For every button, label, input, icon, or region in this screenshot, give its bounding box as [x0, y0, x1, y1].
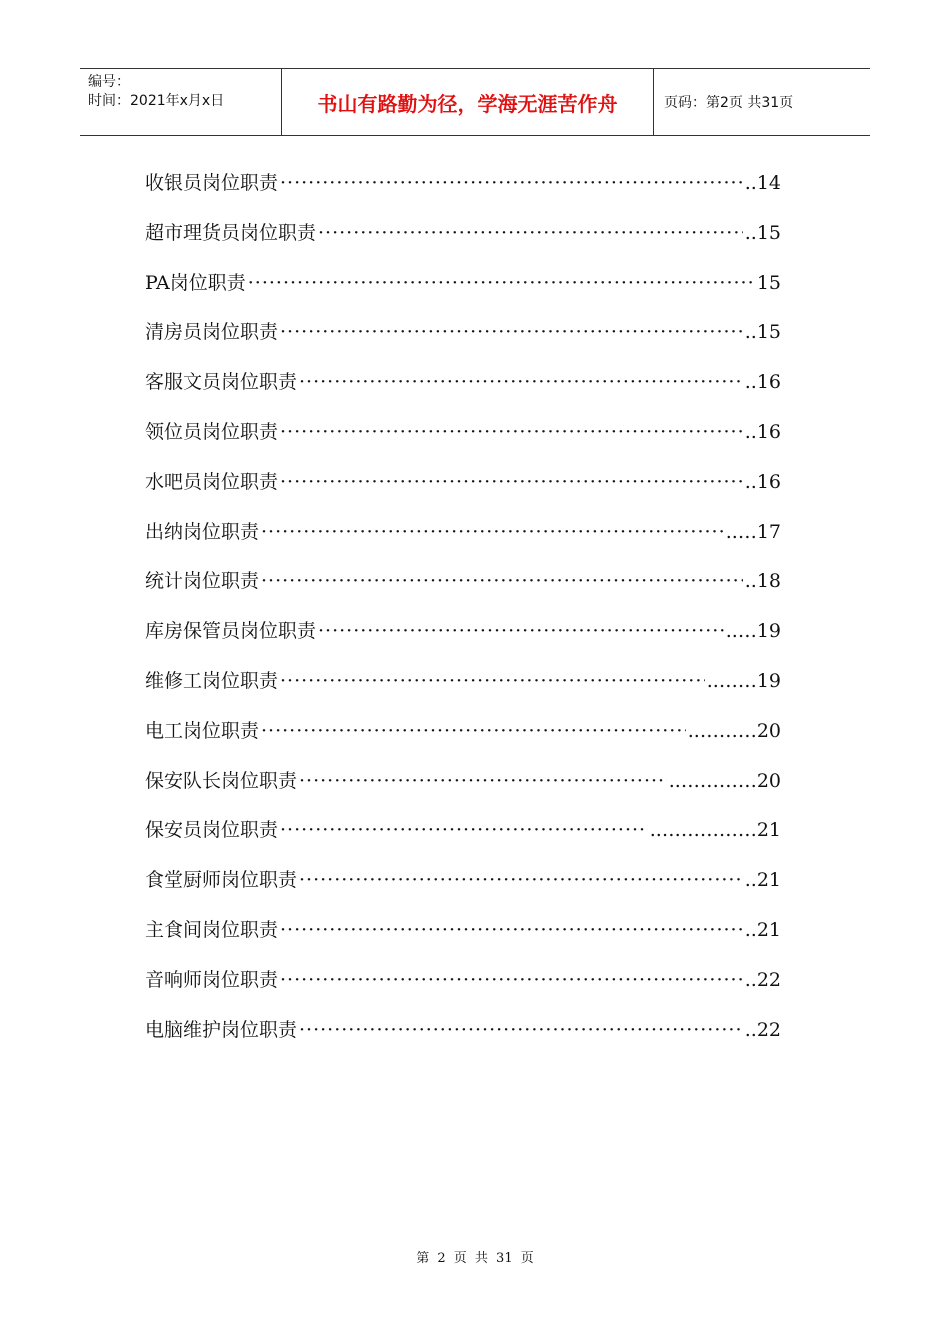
toc-title: 客服文员岗位职责 — [145, 371, 298, 394]
toc-page-number: ..18 — [744, 570, 781, 593]
toc-entry[interactable] — [145, 215, 781, 265]
toc-leader-dots — [299, 763, 667, 799]
toc-leader-dots — [318, 613, 724, 649]
toc-leader-dots — [261, 713, 686, 749]
toc-title: 保安员岗位职责 — [145, 819, 279, 842]
toc-entry[interactable] — [145, 613, 781, 663]
toc-page-number: ..……………21 — [649, 819, 781, 842]
toc-title: 水吧员岗位职责 — [145, 470, 279, 493]
header-meta — [80, 69, 282, 135]
toc-leader-dots — [299, 364, 743, 400]
toc-entry[interactable] — [145, 763, 781, 813]
header-page-info-cell — [654, 69, 870, 135]
toc-entry[interactable] — [145, 862, 781, 912]
toc-title: 出纳岗位职责 — [145, 520, 260, 543]
header-motto-cell — [282, 69, 654, 135]
toc-page-number: 15 — [756, 271, 781, 294]
toc-entry[interactable] — [145, 663, 781, 713]
toc-page-number: ..…19 — [725, 620, 781, 643]
toc-page-number: ..16 — [744, 470, 781, 493]
toc-leader-dots — [280, 414, 743, 450]
toc-leader-dots — [299, 1012, 743, 1048]
toc-entry[interactable] — [145, 464, 781, 514]
toc-entry[interactable] — [145, 812, 781, 862]
toc-leader-dots — [248, 265, 755, 301]
toc-page-number: ..21 — [744, 869, 781, 892]
number-label: 编号： — [88, 74, 130, 90]
toc-entry[interactable] — [145, 713, 781, 763]
toc-page-number: ..22 — [744, 968, 781, 991]
page-header — [80, 68, 870, 136]
toc-title: 库房保管员岗位职责 — [145, 620, 317, 643]
toc-title: 超市理货员岗位职责 — [145, 221, 317, 244]
toc-entry[interactable] — [145, 514, 781, 564]
toc-page-number: ..21 — [744, 918, 781, 941]
toc-page-number: ..16 — [744, 420, 781, 443]
toc-title: 主食间岗位职责 — [145, 918, 279, 941]
toc-leader-dots — [280, 165, 743, 201]
toc-leader-dots — [318, 215, 743, 251]
toc-leader-dots — [280, 962, 743, 998]
toc-entry[interactable] — [145, 414, 781, 464]
toc-entry[interactable] — [145, 563, 781, 613]
toc-leader-dots — [299, 862, 743, 898]
toc-page-number: ..14 — [744, 172, 781, 194]
toc-entry[interactable] — [145, 364, 781, 414]
toc-leader-dots — [261, 563, 743, 599]
date-label: 时间：2021年x月x日 — [88, 93, 225, 109]
toc-title: PA岗位职责 — [145, 271, 246, 294]
toc-title: 统计岗位职责 — [145, 570, 260, 593]
toc-page-number: ..…………20 — [668, 769, 781, 792]
toc-entry[interactable] — [145, 314, 781, 364]
toc-title: 清房员岗位职责 — [145, 321, 279, 344]
toc-leader-dots — [261, 514, 724, 550]
toc-leader-dots — [280, 464, 743, 500]
toc-leader-dots — [280, 314, 743, 350]
toc-title: 维修工岗位职责 — [145, 669, 279, 692]
toc-page-number: ..15 — [744, 321, 781, 344]
toc-page-number: ..15 — [744, 221, 781, 244]
toc-leader-dots — [280, 912, 743, 948]
toc-page-number: ..……19 — [706, 669, 781, 692]
toc-title: 收银员岗位职责 — [145, 172, 279, 194]
toc-page-number: ..………20 — [687, 719, 781, 742]
toc-title: 电脑维护岗位职责 — [145, 1018, 298, 1041]
page-footer: 第 2 页 共 31 页 — [416, 1251, 534, 1266]
toc-title: 保安队长岗位职责 — [145, 769, 298, 792]
toc-page-number: ..22 — [744, 1018, 781, 1041]
table-of-contents — [145, 165, 781, 1061]
toc-entry[interactable] — [145, 912, 781, 962]
header-page-info: 页码：第2页 共31页 — [664, 95, 794, 111]
toc-leader-dots — [280, 812, 648, 848]
toc-leader-dots — [280, 663, 705, 699]
toc-title: 音响师岗位职责 — [145, 968, 279, 991]
toc-title: 电工岗位职责 — [145, 719, 260, 742]
toc-entry[interactable] — [145, 962, 781, 1012]
toc-title: 食堂厨师岗位职责 — [145, 869, 298, 892]
toc-page-number: ..…17 — [725, 520, 781, 543]
toc-title: 领位员岗位职责 — [145, 420, 279, 443]
toc-entry[interactable] — [145, 165, 781, 215]
toc-page-number: ..16 — [744, 371, 781, 394]
toc-entry[interactable] — [145, 265, 781, 315]
header-motto: 书山有路勤为径，学海无涯苦作舟 — [317, 91, 618, 116]
toc-entry[interactable] — [145, 1012, 781, 1062]
